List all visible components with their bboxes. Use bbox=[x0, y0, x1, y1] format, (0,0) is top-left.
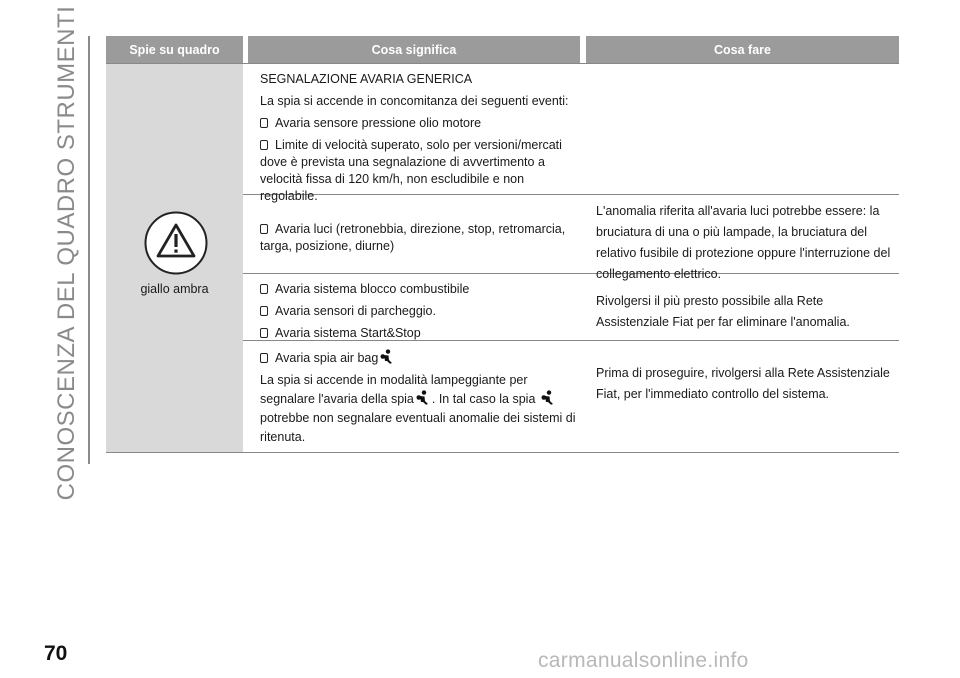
bullet-icon bbox=[260, 118, 268, 128]
lights-fault-action: L'anomalia riferita all'avaria luci potrebbe essere: la bruciatura di una o più lampade, la bruciatura del relativo fusibile di protezione oppure l'interruzione del collegamento elettrico. bbox=[596, 204, 891, 281]
airbag-fault-text: La spia si accende in modalità lampeggiante per segnalare l'avaria della spia . In tal caso la spia potrebbe non segnalare eventuali anomalie dei sistemi di ritenuta. bbox=[260, 373, 576, 444]
bullet-icon bbox=[260, 353, 268, 363]
lamp-cell bbox=[106, 64, 243, 452]
header-lights: Spie su quadro bbox=[106, 36, 243, 63]
generic-fault-title: SEGNALAZIONE AVARIA GENERICA bbox=[260, 72, 473, 86]
watermark: carmanualsonline.info bbox=[538, 649, 749, 672]
table-row bbox=[243, 64, 899, 203]
bullet-icon bbox=[260, 224, 268, 234]
airbag-icon bbox=[541, 390, 555, 405]
list-item: Avaria sistema Start&Stop bbox=[260, 325, 580, 342]
generic-fault-intro: La spia si accende in concomitanza dei seguenti eventi: bbox=[260, 94, 569, 108]
list-item: Avaria sensore pressione olio motore bbox=[260, 115, 580, 132]
side-section-title: CONOSCENZA DEL QUADRO STRUMENTI bbox=[53, 5, 80, 501]
list-item: Avaria luci (retronebbia, direzione, stop, retromarcia, targa, posizione, diurne) bbox=[260, 222, 566, 253]
airbag-icon bbox=[416, 390, 430, 405]
table-row bbox=[243, 195, 899, 281]
header-action: Cosa fare bbox=[586, 36, 899, 63]
list-item: Avaria spia air bag bbox=[260, 349, 580, 368]
table-row bbox=[243, 274, 899, 341]
side-divider bbox=[88, 36, 90, 464]
list-item: Limite di velocità superato, solo per versioni/mercati dove è prevista una segnalazione di avvertimento a velocità fissa di 120 km/h, non escludibile e non regolabile. bbox=[260, 138, 562, 203]
list-item: Avaria sensori di parcheggio. bbox=[260, 303, 580, 320]
list-item: Avaria sistema blocco combustibile bbox=[260, 281, 580, 298]
table-header bbox=[106, 36, 899, 64]
table-rows bbox=[243, 64, 899, 452]
header-meaning: Cosa significa bbox=[248, 36, 580, 63]
warning-lights-table bbox=[106, 36, 899, 453]
bullet-icon bbox=[260, 328, 268, 338]
table-body bbox=[106, 64, 899, 453]
bullet-icon bbox=[260, 306, 268, 316]
systems-fault-action: Rivolgersi il più presto possibile alla Rete Assistenziale Fiat per far eliminare l'anomalia. bbox=[596, 294, 850, 329]
table-row bbox=[243, 341, 899, 451]
page-number: 70 bbox=[44, 642, 68, 665]
bullet-icon bbox=[260, 140, 268, 150]
lamp-color-label: giallo ambra bbox=[140, 282, 209, 296]
airbag-icon bbox=[380, 349, 394, 364]
bullet-icon bbox=[260, 284, 268, 294]
warning-triangle-icon bbox=[144, 211, 208, 275]
airbag-fault-action: Prima di proseguire, rivolgersi alla Rete Assistenziale Fiat, per l'immediato controllo del sistema. bbox=[596, 366, 890, 401]
